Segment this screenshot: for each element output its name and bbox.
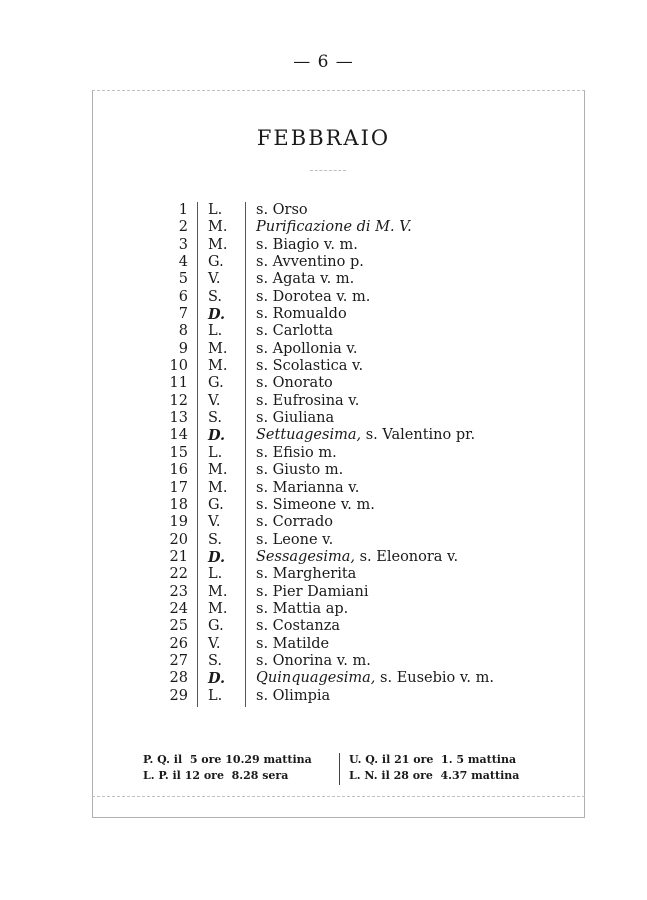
day-number: 25 <box>169 618 188 635</box>
weekday: G. <box>208 375 224 392</box>
saint-name <box>256 410 334 427</box>
saint-name <box>256 323 333 340</box>
saint-name-text: s. Onorina v. m. <box>256 652 371 669</box>
day-number: 28 <box>169 670 188 687</box>
day-row <box>150 688 550 705</box>
day-row <box>150 271 550 288</box>
weekday: S. <box>208 531 223 548</box>
moon-phase-first-quarter: P. Q. il 5 ore 10.29 mattina <box>143 753 312 766</box>
saint-name-text: s. Corrado <box>256 514 334 531</box>
saint-name <box>256 601 348 618</box>
saint-name <box>256 445 337 462</box>
saint-name-text: s. Agata v. m. <box>256 271 355 288</box>
bottom-divider <box>92 796 585 797</box>
saint-name <box>256 497 375 514</box>
feast-name: Quinquagesima, <box>256 670 376 687</box>
saint-name <box>256 202 308 219</box>
weekday: V. <box>208 635 221 652</box>
saint-name <box>256 427 475 444</box>
weekday: M. <box>208 340 228 357</box>
day-number: 15 <box>169 444 188 461</box>
day-row <box>150 323 550 340</box>
moon-phases-right <box>349 752 519 784</box>
day-row <box>150 462 550 479</box>
weekday: V. <box>208 514 221 531</box>
weekday: D. <box>208 306 226 324</box>
weekday: S. <box>208 652 223 669</box>
day-number: 26 <box>169 635 188 652</box>
day-number: 1 <box>178 202 188 218</box>
day-number: 10 <box>169 358 188 375</box>
day-number: 4 <box>178 254 188 271</box>
day-number: 20 <box>169 531 188 548</box>
day-number: 18 <box>169 496 188 513</box>
day-number: 16 <box>169 462 188 479</box>
day-row <box>150 549 550 566</box>
day-number: 24 <box>169 600 188 617</box>
saint-name-text: s. Onorato <box>256 375 333 392</box>
saint-name <box>256 341 357 358</box>
feast-name: Purificazione di M. V. <box>256 219 412 236</box>
saint-name-text: s. Orso <box>256 202 308 218</box>
day-row <box>150 497 550 514</box>
day-number: 23 <box>169 583 188 600</box>
day-number: 19 <box>169 514 188 531</box>
saint-name <box>256 636 329 653</box>
day-row <box>150 532 550 549</box>
day-row <box>150 618 550 635</box>
saint-name-text: s. Giusto m. <box>256 462 344 479</box>
weekday: V. <box>208 271 221 288</box>
saint-name <box>256 653 371 670</box>
weekday: S. <box>208 288 223 305</box>
weekday: M. <box>208 583 228 600</box>
weekday: M. <box>208 358 228 375</box>
saint-name-text: s. Giuliana <box>256 410 335 427</box>
weekday: G. <box>208 618 224 635</box>
day-number: 27 <box>169 652 188 669</box>
saint-name-text: s. Apollonia v. <box>256 340 358 357</box>
saint-name-text: s. Dorotea v. m. <box>256 288 371 305</box>
saint-name <box>256 254 364 271</box>
month-title: FEBBRAIO <box>256 126 391 150</box>
day-number: 5 <box>178 271 188 288</box>
saint-name-text: s. Leone v. <box>256 531 334 548</box>
day-row <box>150 427 550 444</box>
saint-name <box>256 289 370 306</box>
day-row <box>150 601 550 618</box>
day-number: 7 <box>178 306 188 323</box>
weekday: M. <box>208 219 228 236</box>
day-row <box>150 237 550 254</box>
saint-name-text: s. Simeone v. m. <box>256 496 375 513</box>
day-row <box>150 306 550 323</box>
day-row <box>150 375 550 392</box>
day-row <box>150 219 550 236</box>
saint-name-text: s. Matilde <box>256 635 330 652</box>
day-row <box>150 566 550 583</box>
saint-name-text: s. Eleonora v. <box>355 548 459 565</box>
day-row <box>150 202 550 219</box>
saint-name-text: s. Costanza <box>256 618 341 635</box>
weekday: D. <box>208 670 226 688</box>
saint-name-text: s. Eusebio v. m. <box>375 670 494 687</box>
day-row <box>150 341 550 358</box>
day-row <box>150 393 550 410</box>
moon-phases-divider <box>339 753 340 785</box>
weekday: S. <box>208 410 223 427</box>
saint-name-text: s. Valentino pr. <box>361 427 476 444</box>
day-row <box>150 514 550 531</box>
saint-name-text: s. Avventino p. <box>256 254 364 271</box>
saint-name <box>256 584 368 601</box>
day-number: 22 <box>169 566 188 583</box>
saint-name-text: s. Biagio v. m. <box>256 236 358 253</box>
weekday: D. <box>208 548 226 566</box>
moon-phase-full-moon: L. P. il 12 ore 8.28 sera <box>143 769 289 782</box>
day-row <box>150 358 550 375</box>
moon-phase-last-quarter: U. Q. il 21 ore 1. 5 mattina <box>349 753 517 766</box>
weekday: M. <box>208 236 228 253</box>
day-row <box>150 445 550 462</box>
saint-name <box>256 532 333 549</box>
saint-name-text: s. Romualdo <box>256 306 347 323</box>
saint-name-text: s. Margherita <box>256 566 357 583</box>
saint-name <box>256 514 333 531</box>
saint-name <box>256 618 340 635</box>
day-row <box>150 254 550 271</box>
feast-name: Sessagesima, <box>256 548 355 565</box>
day-row <box>150 584 550 601</box>
saint-name-text: s. Marianna v. <box>256 479 360 496</box>
page-number: — 6 — <box>293 52 354 72</box>
saint-name <box>256 688 330 705</box>
saint-name-text: s. Eufrosina v. <box>256 392 360 409</box>
day-number: 3 <box>178 236 188 253</box>
saint-name-text: s. Olimpia <box>256 687 331 704</box>
weekday: L. <box>208 566 223 583</box>
weekday: G. <box>208 496 224 513</box>
weekday: D. <box>208 427 226 445</box>
saint-name-text: s. Pier Damiani <box>256 583 369 600</box>
saint-name <box>256 306 347 323</box>
day-number: 29 <box>169 687 188 704</box>
saint-name <box>256 358 363 375</box>
weekday: L. <box>208 323 223 340</box>
saint-name <box>256 462 343 479</box>
day-row <box>150 636 550 653</box>
weekday: V. <box>208 392 221 409</box>
feast-name: Settuagesima, <box>256 427 362 444</box>
day-number: 13 <box>169 410 188 427</box>
day-number: 14 <box>169 427 188 444</box>
saint-name <box>256 375 333 392</box>
day-row <box>150 653 550 670</box>
weekday: M. <box>208 600 228 617</box>
saint-name <box>256 566 356 583</box>
day-number: 17 <box>169 479 188 496</box>
day-row <box>150 670 550 687</box>
saint-name-text: s. Mattia ap. <box>256 600 349 617</box>
saint-name <box>256 393 359 410</box>
title-divider <box>310 170 346 171</box>
saint-name <box>256 237 358 254</box>
saint-name <box>256 549 458 566</box>
saint-name-text: s. Efisio m. <box>256 444 337 461</box>
saint-name <box>256 271 354 288</box>
day-number: 9 <box>178 340 188 357</box>
saint-name <box>256 480 359 497</box>
weekday: L. <box>208 444 223 461</box>
weekday: G. <box>208 254 224 271</box>
weekday: M. <box>208 462 228 479</box>
moon-phase-new-moon: L. N. il 28 ore 4.37 mattina <box>349 769 520 782</box>
saint-name <box>256 219 412 236</box>
weekday: L. <box>208 687 223 704</box>
day-number: 11 <box>169 375 188 392</box>
day-number: 21 <box>169 548 188 565</box>
weekday: M. <box>208 479 228 496</box>
day-number: 2 <box>178 219 188 236</box>
saint-name-text: s. Scolastica v. <box>256 358 364 375</box>
saint-name-text: s. Carlotta <box>256 323 333 340</box>
day-number: 12 <box>169 392 188 409</box>
day-number: 6 <box>178 288 188 305</box>
saint-name <box>256 670 494 687</box>
weekday: L. <box>208 202 223 218</box>
day-number: 8 <box>178 323 188 340</box>
moon-phases-left <box>143 752 312 784</box>
day-row <box>150 289 550 306</box>
day-row <box>150 480 550 497</box>
days-list <box>150 202 550 705</box>
day-row <box>150 410 550 427</box>
